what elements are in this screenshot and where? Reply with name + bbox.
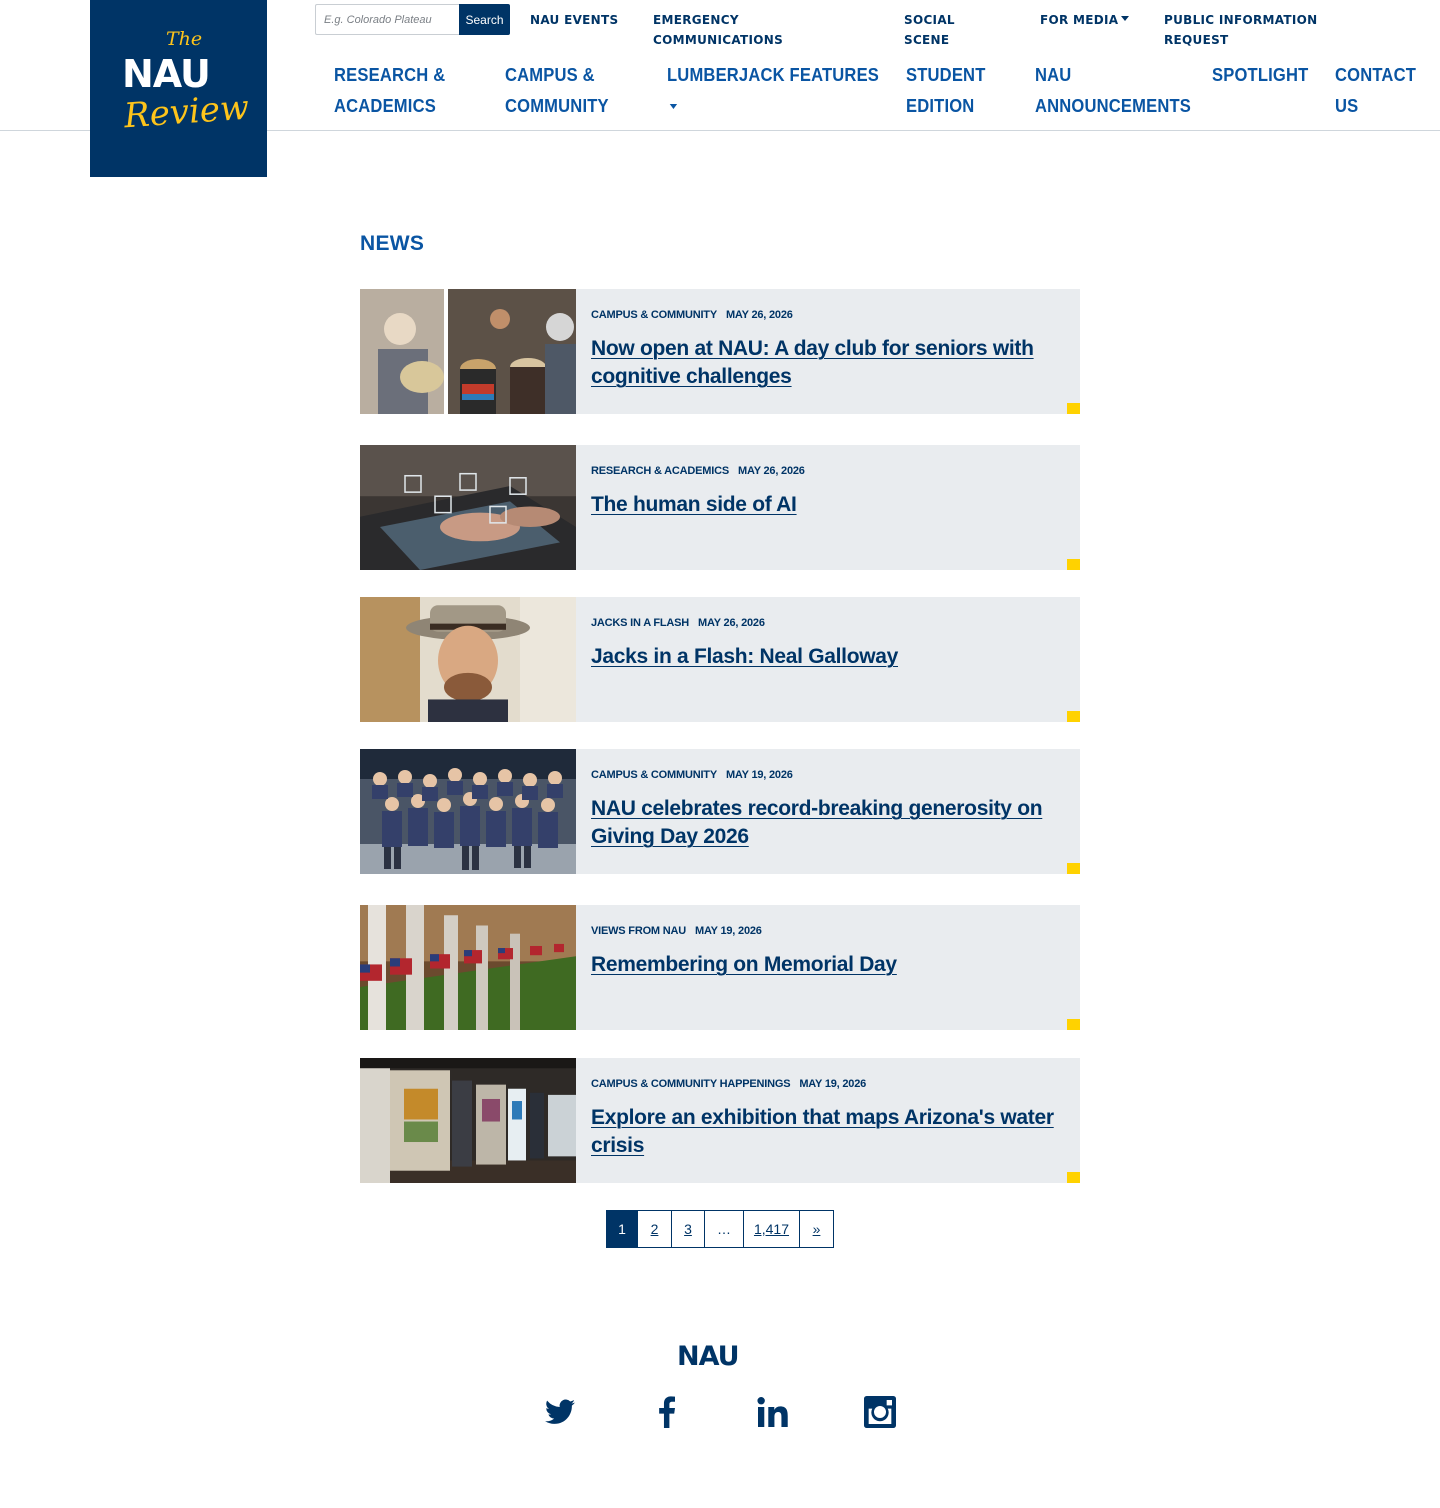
pagination	[606, 1210, 834, 1248]
news-card[interactable]	[360, 289, 1080, 414]
search-button[interactable]: Search	[459, 4, 510, 35]
news-meta	[591, 1078, 866, 1090]
caret-down-icon	[1121, 16, 1129, 21]
news-title-link[interactable]: Jacks in a Flash: Neal Galloway	[591, 645, 899, 668]
news-title-link[interactable]: Remembering on Memorial Day	[591, 953, 897, 976]
news-meta	[591, 769, 793, 781]
news-date: MAY 26, 2026	[725, 309, 793, 321]
page-ellipsis: …	[705, 1210, 744, 1248]
gold-corner-accent	[1067, 559, 1080, 570]
news-title-link[interactable]: The human side of AI	[591, 493, 797, 516]
news-thumbnail-ai-laptop[interactable]	[360, 445, 576, 570]
instagram-icon[interactable]	[863, 1395, 897, 1429]
news-date: MAY 19, 2026	[725, 769, 793, 781]
news-date: MAY 26, 2026	[698, 617, 765, 629]
main-nav-campus-community[interactable]: CAMPUS & COMMUNITY	[505, 65, 609, 116]
main-nav-lumberjack-features-label: LUMBERJACK FEATURES	[667, 65, 880, 85]
news-thumbnail-neal-galloway[interactable]	[360, 597, 576, 722]
news-category[interactable]: VIEWS FROM NAU	[591, 925, 686, 937]
news-thumbnail-seniors-drumming[interactable]	[360, 289, 576, 414]
logo-nau-text: NAU	[122, 52, 210, 96]
news-meta	[591, 465, 805, 477]
caret-down-icon	[670, 104, 677, 109]
main-nav-spotlight[interactable]: SPOTLIGHT	[1212, 65, 1309, 85]
main-nav-contact-us[interactable]: CONTACT US	[1335, 65, 1417, 116]
news-thumbnail-giving-day-group[interactable]	[360, 749, 576, 874]
news-meta	[591, 617, 765, 629]
news-title-link[interactable]: Now open at NAU: A day club for seniors with cognitive challenges	[591, 337, 1034, 388]
news-title-link[interactable]: Explore an exhibition that maps Arizona's water crisis	[591, 1106, 1054, 1157]
util-nav-public-information-request[interactable]: PUBLIC INFORMATION REQUEST	[1164, 13, 1318, 47]
footer-nau-logo[interactable]: NAU	[677, 1341, 739, 1372]
logo-review-text: Review	[122, 87, 251, 137]
nau-review-logo[interactable]	[90, 0, 267, 177]
news-card[interactable]	[360, 1058, 1080, 1183]
news-meta	[591, 309, 793, 321]
main-nav-research-academics[interactable]: RESEARCH & ACADEMICS	[334, 65, 446, 116]
util-nav-emergency-communications[interactable]: EMERGENCY COMMUNICATIONS	[653, 13, 784, 47]
page-last-link[interactable]: 1,417	[744, 1210, 800, 1248]
gold-corner-accent	[1067, 863, 1080, 874]
news-card[interactable]	[360, 445, 1080, 570]
news-card[interactable]	[360, 597, 1080, 722]
twitter-icon[interactable]	[543, 1395, 577, 1429]
news-heading: NEWS	[360, 232, 425, 255]
news-category[interactable]: CAMPUS & COMMUNITY HAPPENINGS	[591, 1078, 791, 1090]
gold-corner-accent	[1067, 1172, 1080, 1183]
news-card[interactable]	[360, 749, 1080, 874]
gold-corner-accent	[1067, 1019, 1080, 1030]
logo-the-text: The	[166, 28, 203, 50]
news-date: MAY 19, 2026	[799, 1078, 867, 1090]
news-date: MAY 19, 2026	[694, 925, 762, 937]
news-category[interactable]: CAMPUS & COMMUNITY	[591, 769, 717, 781]
page-2-link[interactable]: 2	[638, 1210, 672, 1248]
facebook-icon[interactable]	[650, 1395, 684, 1429]
util-nav-for-media-label: FOR MEDIA	[1040, 13, 1119, 27]
page-next-link[interactable]: »	[800, 1210, 834, 1248]
gold-corner-accent	[1067, 403, 1080, 414]
gold-corner-accent	[1067, 711, 1080, 722]
search-input[interactable]	[315, 4, 459, 35]
page-3-link[interactable]: 3	[672, 1210, 705, 1248]
linkedin-icon[interactable]	[756, 1395, 790, 1429]
util-nav-nau-events[interactable]: NAU EVENTS	[530, 13, 619, 27]
search-form	[315, 4, 510, 35]
util-nav-social-scene[interactable]: SOCIAL SCENE	[904, 13, 955, 47]
news-category[interactable]: RESEARCH & ACADEMICS	[591, 465, 729, 477]
page-1-current[interactable]: 1	[606, 1210, 638, 1248]
news-category[interactable]: CAMPUS & COMMUNITY	[591, 309, 717, 321]
main-nav-student-edition[interactable]: STUDENT EDITION	[906, 65, 986, 116]
util-nav-for-media[interactable]	[1040, 10, 1150, 30]
main-nav-nau-announcements[interactable]: NAU ANNOUNCEMENTS	[1035, 65, 1192, 116]
news-title-link[interactable]: NAU celebrates record-breaking generosity on Giving Day 2026	[591, 797, 1043, 848]
main-nav-lumberjack-features[interactable]	[667, 60, 888, 122]
news-date: MAY 26, 2026	[738, 465, 805, 477]
news-card[interactable]	[360, 905, 1080, 1030]
news-meta	[591, 925, 762, 937]
news-thumbnail-water-exhibition[interactable]	[360, 1058, 576, 1183]
news-thumbnail-memorial-flags[interactable]	[360, 905, 576, 1030]
news-category[interactable]: JACKS IN A FLASH	[591, 617, 690, 629]
